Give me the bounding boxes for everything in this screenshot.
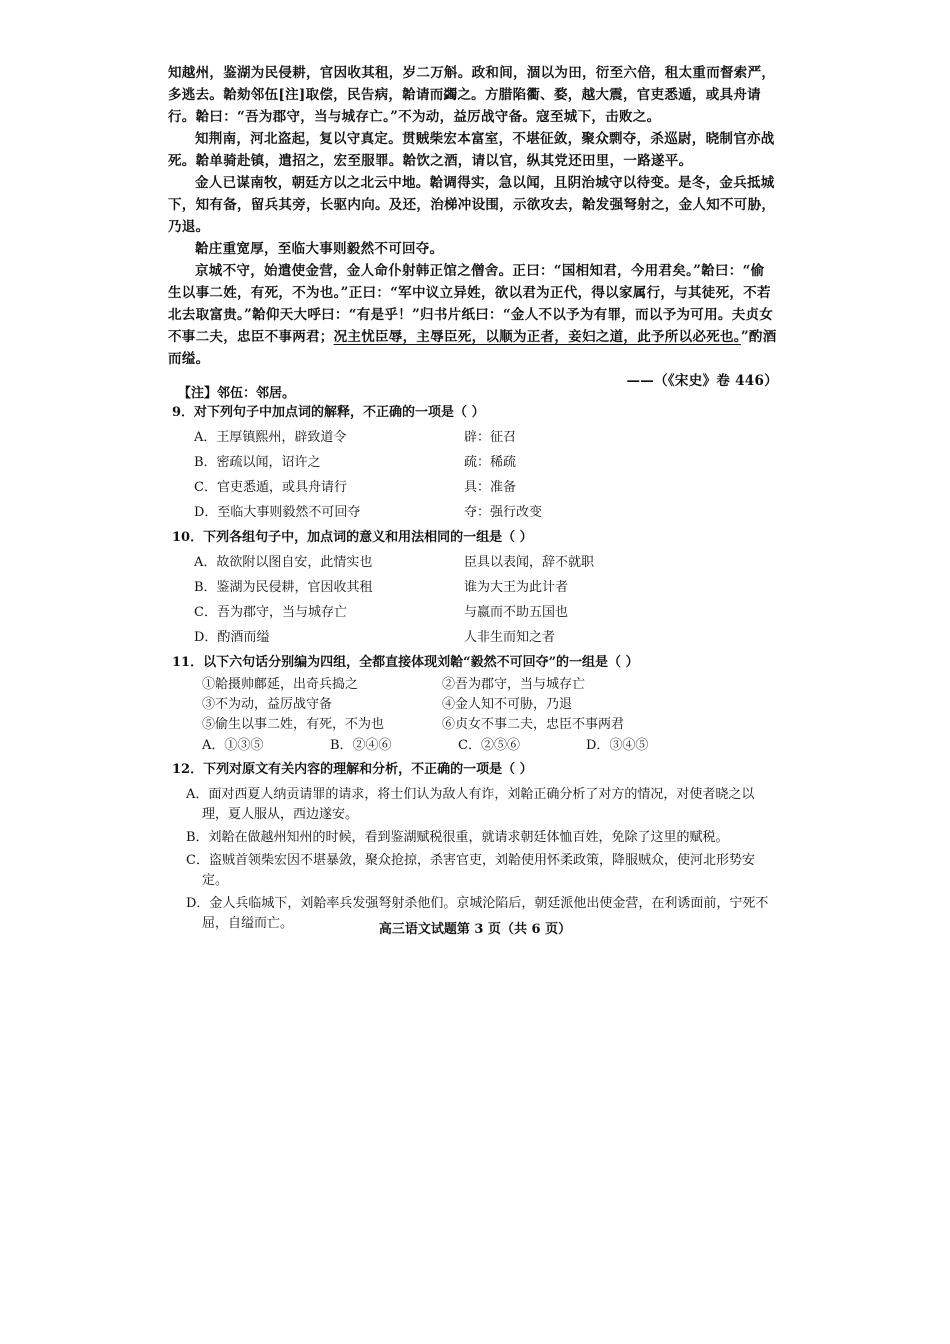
option-row (172, 500, 772, 525)
passage-paragraph: 知越州，鉴湖为民侵耕，官因收其租，岁二万斛。政和间，涸以为田，衍至六倍，租太重而督索严，多逃去。韐劾邻伍[注]取偿，民告病，韐请而蠲之。方腊陷衢、婺，越大震，官吏悉遁，或具舟请行。韐曰：“吾为郡守，当与城存亡。”不为动，益厉战守备。寇至城下，击败之。 (168, 65, 776, 125)
question-12 (172, 757, 772, 934)
option-row (172, 550, 772, 575)
option-row (172, 475, 772, 500)
question-stem: 10．下列各组句子中，加点词的意义和用法相同的一组是（ ） (172, 530, 533, 545)
option-text: A．故欲附以图自安，此情实也 (194, 555, 373, 570)
page-footer: 高三语文试题第 3 页（共 6 页） (378, 922, 572, 937)
footnote: 【注】邻伍：邻居。 (178, 386, 296, 401)
item-text: ⑤偷生以事二姓，有死，不为也 (202, 717, 385, 732)
passage-text: ”酌酒而缢。 (168, 329, 777, 367)
item-text: ②吾为郡守，当与城存亡 (442, 677, 586, 692)
option-row (172, 625, 772, 650)
option-text: C．官吏悉遁，或具舟请行 (194, 480, 347, 495)
item-row (172, 695, 772, 715)
item-text: ③不为动，益厉战守备 (202, 697, 333, 712)
choice: D．③④⑤ (586, 738, 649, 753)
option-gloss: 夺：强行改变 (464, 505, 543, 520)
option-compare: 谁为大王为此计者 (464, 580, 569, 595)
choice-row (172, 735, 772, 757)
option-row (172, 450, 772, 475)
option-row (172, 600, 772, 625)
underlined-sentence: 况主忧臣辱，主辱臣死，以顺为正者，妾妇之道，此予所以必死也。 (333, 329, 741, 345)
option-text: D．金人兵临城下，刘韐率兵发强弩射杀他们。京城沦陷后，朝廷派他出使金营，在利诱面前，宁死不屈，自缢而亡。 (186, 896, 769, 931)
passage-paragraph: 金人已谋南牧，朝廷方以之北云中地。韐调得实，急以闻，且阴治城守以待变。是冬，金兵抵城下，知有备，留兵其旁，长驱内向。及还，治梯冲设围，示欲攻去，韐发强弩射之，金人知不可胁，乃退。 (168, 175, 776, 235)
option-compare: 与嬴而不助五国也 (464, 605, 569, 620)
passage-paragraph: 知荆南，河北盗起，复以守真定。贯贼柴宏本富室，不堪征敛，聚众剽夺，杀巡尉，晓制官亦战死。韐单骑赴镇，遣招之，宏至服罪。韐饮之酒，请以官，纵其党还田里，一路遂平。 (168, 131, 775, 169)
option-text: C．盗贼首领柴宏因不堪暴敛，聚众抢掠，杀害官吏，刘韐使用怀柔政策，降服贼众，使河北形势安定。 (186, 853, 755, 888)
option-text: B．密疏以闻，诏许之 (194, 455, 321, 470)
option-gloss: 辟：征召 (464, 430, 517, 445)
choice: B．②④⑥ (330, 738, 392, 753)
passage-paragraph (168, 260, 778, 370)
option-gloss: 具：准备 (464, 480, 517, 495)
passage-text: 京城不守，始遣使金营，金人命仆射韩正馆之僧舍。正曰：“国相知君，今用君矣。”韐曰：“偷生以事二姓，有死，不为也。”正曰：“军中议立异姓，欲以君为正代，得以家属行，与其徒死，不若北去取富贵。”韐仰天大呼曰：“有是乎！”归书片纸曰：“金人不以予为有罪，而以予为可用。夫贞女不事二夫，忠臣不事两君； (168, 263, 774, 345)
choice: C．②⑤⑥ (458, 738, 520, 753)
option-text: C．吾为郡守，当与城存亡 (194, 605, 347, 620)
item-text: ⑥贞女不事二夫，忠臣不事两君 (442, 717, 625, 732)
option-text: B．刘韐在做越州知州的时候，看到鉴湖赋税很重，就请求朝廷体恤百姓，免除了这里的赋税。 (186, 830, 729, 845)
option-text: D．酌酒而缢 (194, 630, 270, 645)
question-stem: 12．下列对原文有关内容的理解和分析，不正确的一项是（ ） (172, 762, 533, 777)
question-stem: 11．以下六句话分别编为四组，全都直接体现刘韐“毅然不可回夺”的一组是（ ） (172, 655, 639, 670)
source-citation: ——（《宋史》卷 446） (626, 373, 778, 389)
passage-paragraph: 韐庄重宽厚，至临大事则毅然不可回夺。 (195, 241, 444, 257)
option-row (172, 575, 772, 600)
option-text: A．王厚镇熙州，辟致道令 (194, 430, 347, 445)
option-text: B．鉴湖为民侵耕，官因收其租 (194, 580, 373, 595)
option-text: A．面对西夏人纳贡请罪的请求，将士们认为敌人有诈，刘韐正确分析了对方的情况，对使者晓之以理，夏人服从，西边遂安。 (186, 787, 755, 822)
item-text: ①韐摄帅鄜延，出奇兵捣之 (202, 677, 359, 692)
item-row (172, 675, 772, 695)
option-row (172, 425, 772, 450)
question-10 (172, 525, 772, 650)
question-11 (172, 650, 772, 757)
passage (168, 62, 778, 392)
option-compare: 人非生而知之者 (464, 630, 556, 645)
option-compare: 臣具以表闻，辞不就职 (464, 555, 595, 570)
question-9 (172, 400, 772, 525)
option-gloss: 疏：稀疏 (464, 455, 517, 470)
option-text: D．至临大事则毅然不可回夺 (194, 505, 361, 520)
item-text: ④金人知不可胁，乃退 (442, 697, 573, 712)
questions (172, 400, 772, 937)
item-row (172, 715, 772, 735)
question-stem: 9．对下列句子中加点词的解释，不正确的一项是（ ） (172, 405, 485, 420)
choice: A．①③⑤ (202, 738, 264, 753)
